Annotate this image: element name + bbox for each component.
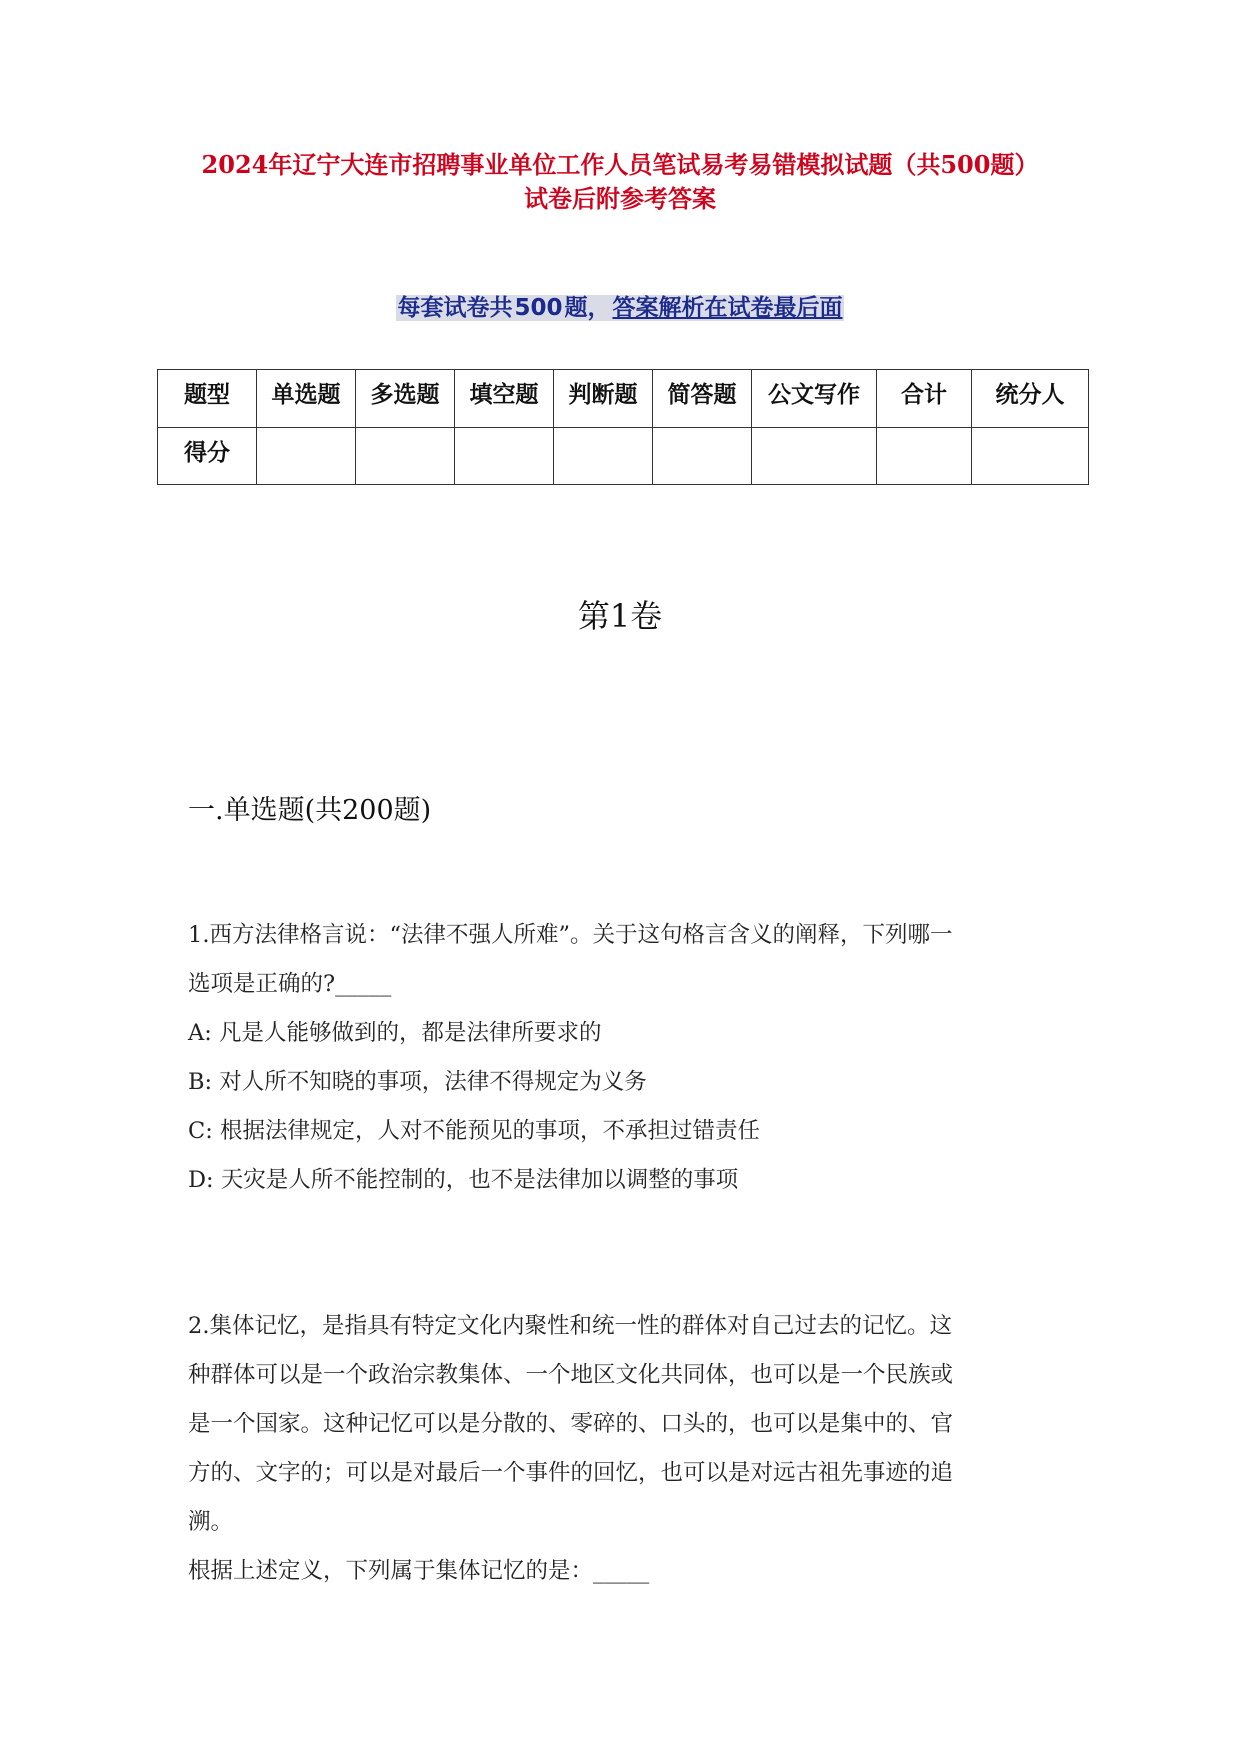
question-stem-line: 2.集体记忆，是指具有特定文化内聚性和统一性的群体对自己过去的记忆。这 [188, 1313, 952, 1339]
notice-text-2: 题， [564, 295, 611, 321]
score-table [157, 369, 1089, 485]
header-cell-type: 题型 [158, 370, 257, 428]
answer-location-link[interactable]: 答案解析在试卷最后面 [612, 295, 843, 321]
score-cell [554, 428, 653, 485]
question-stem-line: 是一个国家。这种记忆可以是分散的、零碎的、口头的，也可以是集中的、官 [188, 1411, 954, 1437]
question-stem-line: 种群体可以是一个政治宗教集体、一个地区文化共同体，也可以是一个民族或 [188, 1362, 954, 1388]
score-cell [752, 428, 877, 485]
question-stem-line: 方的、文字的；可以是对最后一个事件的回忆，也可以是对远古祖先事迹的追 [188, 1460, 954, 1486]
header-cell-scorer: 统分人 [972, 370, 1089, 428]
question-stem-line: 选项是正确的?_____ [188, 971, 392, 997]
question-stem-line: 1.西方法律格言说：“法律不强人所难”。关于这句格言含义的阐释，下列哪一 [188, 922, 953, 948]
question-stem-line: 溯。 [188, 1509, 234, 1535]
volume-title: 第1卷 [577, 597, 663, 635]
score-table-score-row [158, 428, 1089, 485]
score-row-label: 得分 [158, 428, 257, 485]
score-cell [653, 428, 752, 485]
score-cell [356, 428, 455, 485]
score-table-header-row [158, 370, 1089, 428]
option-b: B: 对人所不知晓的事项，法律不得规定为义务 [188, 1069, 647, 1095]
section-heading: 一.单选题(共200题) [188, 795, 432, 826]
option-d: D: 天灾是人所不能控制的，也不是法律加以调整的事项 [188, 1167, 739, 1193]
score-cell [257, 428, 356, 485]
score-cell [972, 428, 1089, 485]
question-2 [188, 1302, 1068, 1596]
document-subtitle: 试卷后附参考答案 [524, 184, 716, 213]
notice-count: 500 [514, 295, 563, 321]
exam-notice [0, 293, 1240, 323]
question-prompt-line: 根据上述定义，下列属于集体记忆的是：_____ [188, 1558, 650, 1584]
header-cell-multiple-choice: 多选题 [356, 370, 455, 428]
header-cell-short-answer: 简答题 [653, 370, 752, 428]
header-cell-fill-blank: 填空题 [455, 370, 554, 428]
header-cell-single-choice: 单选题 [257, 370, 356, 428]
document-title: 2024年辽宁大连市招聘事业单位工作人员笔试易考易错模拟试题（共500题） [201, 150, 1039, 179]
notice-text-1: 每套试卷共 [397, 295, 513, 321]
score-cell [455, 428, 554, 485]
score-cell [877, 428, 972, 485]
header-cell-total: 合计 [877, 370, 972, 428]
header-cell-official-writing: 公文写作 [752, 370, 877, 428]
option-a: A: 凡是人能够做到的，都是法律所要求的 [188, 1020, 602, 1046]
header-cell-true-false: 判断题 [554, 370, 653, 428]
option-c: C: 根据法律规定，人对不能预见的事项，不承担过错责任 [188, 1118, 760, 1144]
question-1 [188, 911, 1068, 1205]
